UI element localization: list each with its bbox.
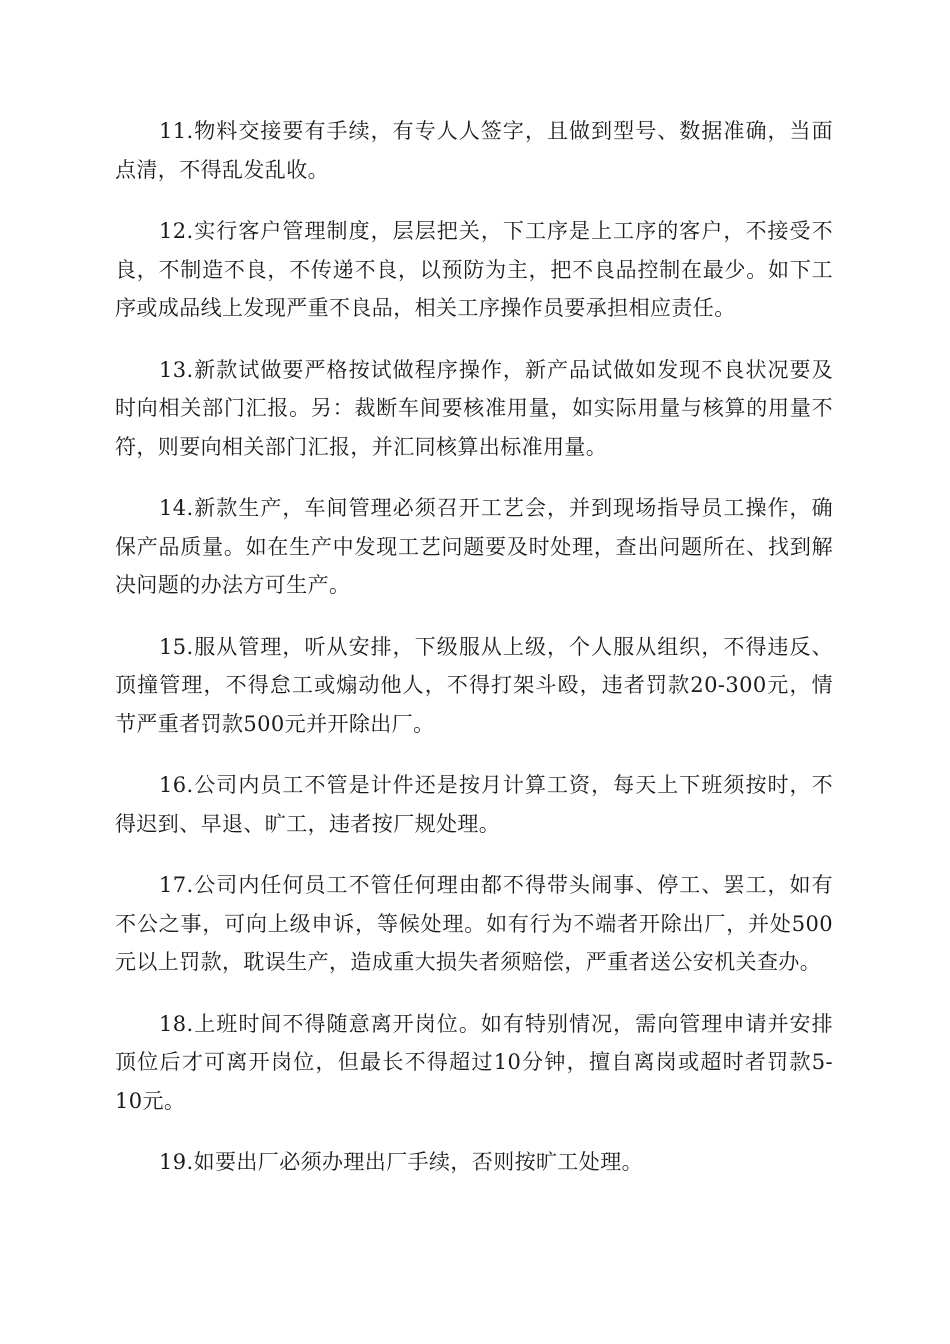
rule-paragraph-12: 12.实行客户管理制度，层层把关，下工序是上工序的客户，不接受不良，不制造不良，不传递不良，以预防为主，把不良品控制在最少。如下工序或成品线上发现严重不良品，相关工序操作员要承担相应责任。 (115, 219, 833, 320)
rule-paragraph-14: 14.新款生产，车间管理必须召开工艺会，并到现场指导员工操作，确保产品质量。如在生产中发现工艺问题要及时处理，查出问题所在、找到解决问题的办法方可生产。 (115, 496, 833, 597)
document-body (115, 112, 833, 1205)
rule-paragraph-17: 17.公司内任何员工不管任何理由都不得带头闹事、停工、罢工，如有不公之事，可向上级申诉，等候处理。如有行为不端者开除出厂，并处500元以上罚款，耽误生产，造成重大损失者须赔偿，严重者送公安机关查办。 (115, 873, 833, 974)
rule-paragraph-15: 15.服从管理，听从安排，下级服从上级，个人服从组织，不得违反、顶撞管理，不得怠工或煽动他人，不得打架斗殴，违者罚款20-300元，情节严重者罚款500元并开除出厂。 (115, 634, 833, 736)
rule-paragraph-13: 13.新款试做要严格按试做程序操作，新产品试做如发现不良状况要及时向相关部门汇报。另：裁断车间要核准用量，如实际用量与核算的用量不符，则要向相关部门汇报，并汇同核算出标准用量。 (115, 357, 833, 459)
rule-paragraph-11: 11.物料交接要有手续，有专人人签字，且做到型号、数据准确，当面点清，不得乱发乱收。 (115, 119, 833, 182)
rule-paragraph-19: 19.如要出厂必须办理出厂手续，否则按旷工处理。 (159, 1150, 643, 1174)
rule-paragraph-16: 16.公司内员工不管是计件还是按月计算工资，每天上下班须按时，不得迟到、早退、旷工，违者按厂规处理。 (115, 773, 833, 836)
rule-paragraph-18: 18.上班时间不得随意离开岗位。如有特别情况，需向管理申请并安排顶位后才可离开岗位，但最长不得超过10分钟，擅自离岗或超时者罚款5-10元。 (115, 1011, 833, 1113)
